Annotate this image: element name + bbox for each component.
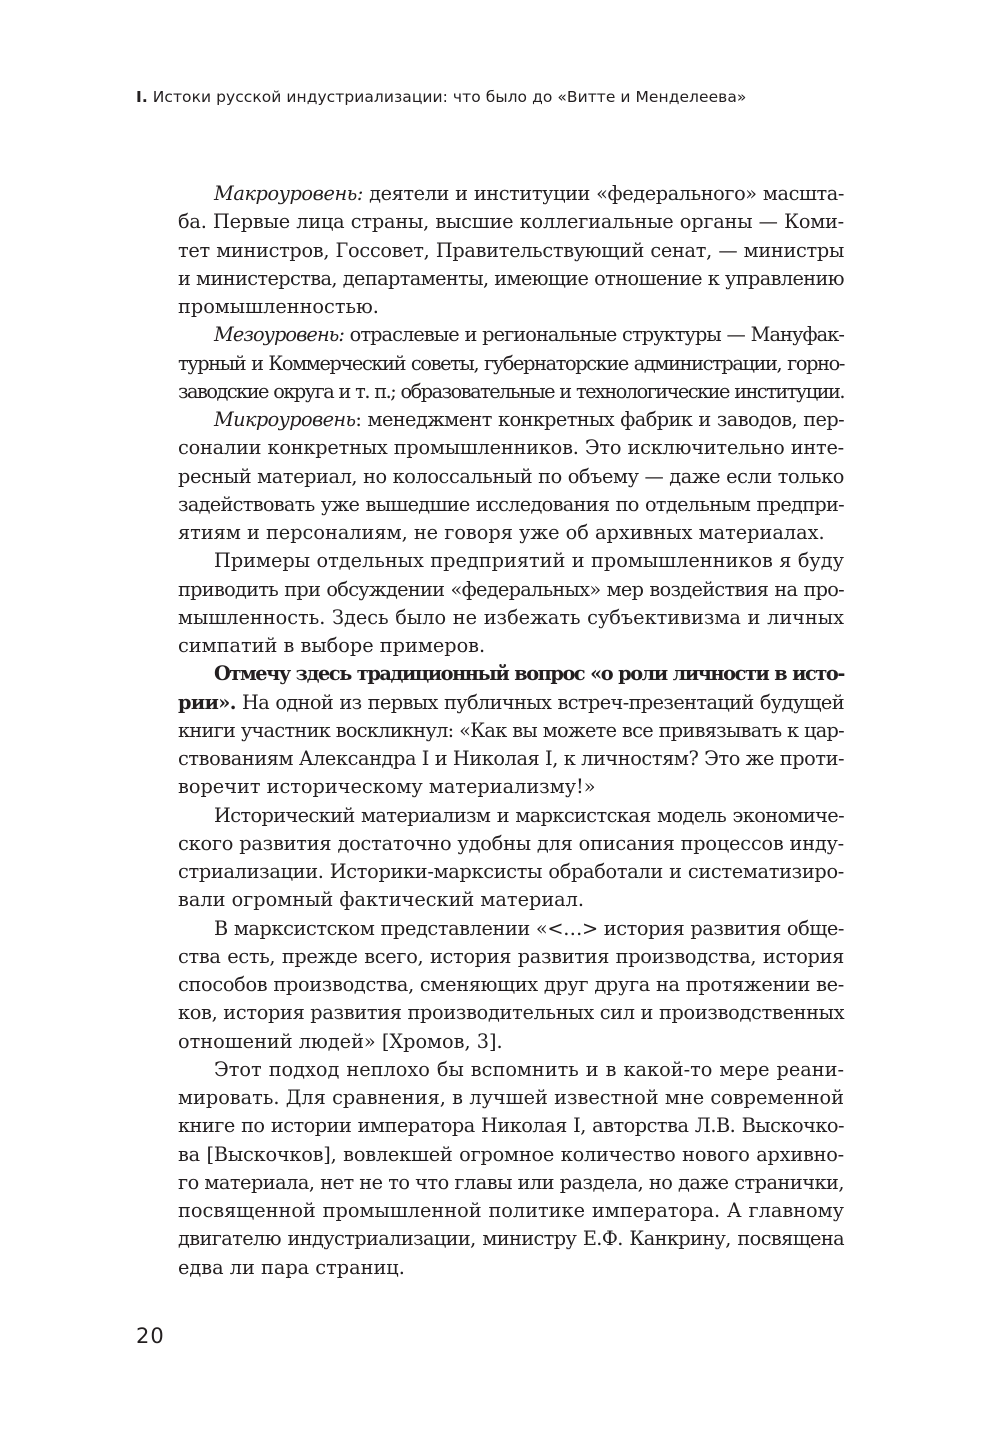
text-line: симпатий в выборе примеров.	[178, 634, 486, 657]
chapter-title: Истоки русской индустриализации: что было до «Витте и Менделеева»	[147, 88, 747, 106]
text-line: книге по истории императора Николая I, авторства Л.В. Выскочко-	[178, 1114, 844, 1138]
text-line: и министерства, департаменты, имеющие отношение к управлению	[178, 266, 844, 290]
text-line: мировать. Для сравнения, в лучшей известной мне современной	[178, 1086, 844, 1109]
text-span: : менеджмент конкретных фабрик и заводов, пер-	[355, 408, 844, 431]
text-line: приводить при обсуждении «федеральных» мер воздействия на про-	[178, 577, 844, 601]
term-meso: Мезоуровень:	[214, 323, 344, 347]
body-text	[178, 180, 844, 1282]
text-line: Исторический материализм и марксистская модель экономиче-	[214, 803, 844, 827]
text-span: деятели и институции «федерального» масшта-	[362, 182, 844, 205]
running-header	[136, 88, 856, 106]
text-line: Примеры отдельных предприятий и промышленников я буду	[214, 549, 844, 573]
text-line: воречит историческому материализму!»	[178, 775, 596, 799]
text-line: ресный материал, но колоссальный по объему — даже если только	[178, 464, 844, 488]
text-line: ствованиям Александра I и Николая I, к личностям? Это же проти-	[178, 747, 845, 770]
text-line	[178, 689, 844, 717]
text-line: ва [Выскочков], вовлекшей огромное количество нового архивно-	[178, 1142, 844, 1166]
text-line: вали огромный фактический материал.	[178, 888, 585, 912]
text-line: Этот подход неплохо бы вспомнить и в какой-то мере реани-	[214, 1057, 844, 1081]
text-line: мышленность. Здесь было не избежать субъективизма и личных	[178, 605, 844, 629]
text-span: отраслевые и региональные структуры — Мануфак-	[343, 323, 844, 347]
text-line: стриализации. Историки-марксисты обработали и систематизиро-	[178, 860, 844, 883]
text-line: тет министров, Госсовет, Правительствующий сенат, — министры	[178, 238, 844, 262]
text-line: отношений людей» [Хромов, 3].	[178, 1029, 503, 1053]
text-line: задействовать уже вышедшие исследования по отдельным предпри-	[178, 492, 844, 516]
text-line: Отмечу здесь традиционный вопрос «о роли личности в исто-	[214, 662, 844, 686]
term-macro: Макроуровень:	[214, 182, 363, 205]
text-line: го материала, нет не то что главы или раздела, но даже странички,	[178, 1170, 844, 1194]
text-line	[178, 406, 844, 434]
text-line: В марксистском представлении «<…> история развития обще-	[214, 916, 844, 940]
text-line: способов производства, сменяющих друг друга на протяжении ве-	[178, 973, 844, 996]
text-line: ба. Первые лица страны, высшие коллегиальные органы — Коми-	[178, 210, 844, 234]
text-line: ков, история развития производительных сил и производственных	[178, 1001, 845, 1025]
text-line: едва ли пара страниц.	[178, 1255, 405, 1279]
text-line: посвященной промышленной политике императора. А главному	[178, 1199, 844, 1222]
text-line: промышленностью.	[178, 295, 379, 318]
bold-text: рии».	[178, 690, 236, 714]
text-line: ства есть, прежде всего, история развития производства, история	[178, 944, 844, 968]
text-line: ятиям и персоналиям, не говоря уже об архивных материалах.	[178, 521, 825, 544]
text-line: книги участник воскликнул: «Как вы можете все привязывать к цар-	[178, 718, 844, 742]
page-number: 20	[136, 1324, 165, 1348]
text-line: ского развития достаточно удобны для описания процессов инду-	[178, 831, 844, 855]
text-span: На одной из первых публичных встреч-презентаций будущей	[235, 690, 844, 714]
text-line	[178, 180, 844, 208]
chapter-number: I.	[136, 88, 148, 106]
text-line: турный и Коммерческий советы, губернаторские администрации, горно-	[178, 351, 844, 375]
term-micro: Микроуровень	[214, 408, 356, 431]
text-line	[178, 321, 844, 349]
text-line: заводские округа и т. п.; образовательные и технологические институции.	[178, 379, 844, 403]
text-line: двигателю индустриализации, министру Е.Ф. Канкрину, посвящена	[178, 1227, 844, 1251]
text-line: соналии конкретных промышленников. Это исключительно инте-	[178, 436, 844, 460]
